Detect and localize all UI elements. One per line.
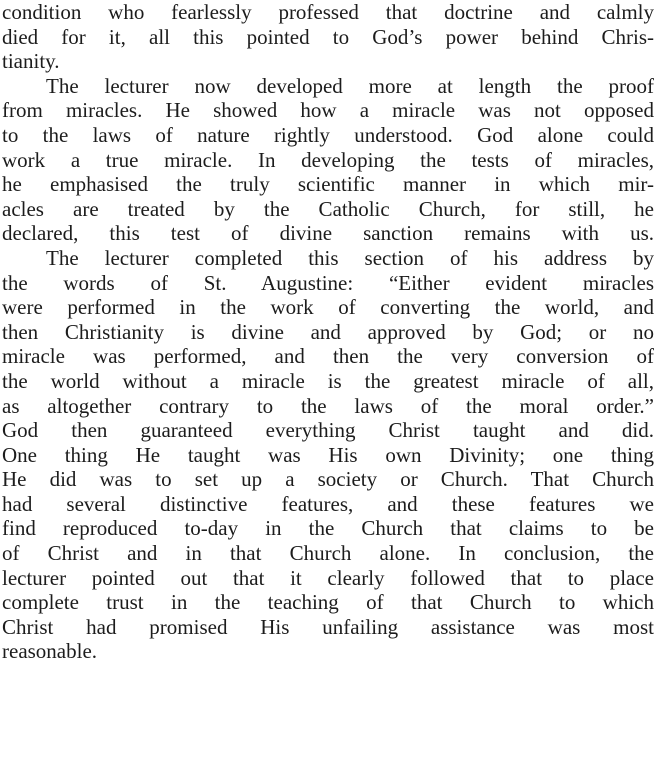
text-line: of Christ and in that Church alone. In conclusion, the (2, 541, 654, 566)
text-line: complete trust in the teaching of that Church to which (2, 590, 654, 615)
text-line: reasonable. (2, 639, 98, 664)
text-line: were performed in the work of converting the world, and (2, 295, 654, 320)
text-line: the world without a miracle is the greatest miracle of all, (2, 368, 654, 393)
text-line: had several distinctive features, and these features we (2, 491, 654, 516)
text-line: He did was to set up a society or Church. That Church (2, 467, 654, 492)
text-line: declared, this test of divine sanction remains with us. (2, 221, 654, 246)
text-line: The lecturer completed this section of his address by (46, 245, 654, 270)
text-line: he emphasised the truly scientific manner in which mir- (2, 172, 654, 197)
text-line: acles are treated by the Catholic Church, for still, he (2, 196, 654, 221)
text-line: as altogether contrary to the laws of the moral order.” (2, 393, 654, 418)
text-line: from miracles. He showed how a miracle was not opposed (2, 98, 654, 123)
text-line: lecturer pointed out that it clearly followed that to place (2, 565, 654, 590)
article-text (2, 0, 654, 664)
text-line: The lecturer now developed more at length the proof (46, 73, 654, 98)
text-line: died for it, all this pointed to God’s power behind Chris- (2, 24, 654, 49)
text-line: the words of St. Augustine: “Either evident miracles (2, 270, 654, 295)
text-line: miracle was performed, and then the very conversion of (2, 344, 654, 369)
text-line: to the laws of nature rightly understood. God alone could (2, 122, 654, 147)
text-line: find reproduced to-day in the Church that claims to be (2, 516, 654, 541)
text-line: work a true miracle. In developing the tests of miracles, (2, 147, 654, 172)
text-line: God then guaranteed everything Christ taught and did. (2, 418, 654, 443)
text-line: One thing He taught was His own Divinity; one thing (2, 442, 654, 467)
text-line: condition who fearlessly professed that doctrine and calmly (2, 0, 654, 24)
text-line: tianity. (2, 49, 60, 74)
text-line: then Christianity is divine and approved by God; or no (2, 319, 654, 344)
text-line: Christ had promised His unfailing assistance was most (2, 614, 654, 639)
